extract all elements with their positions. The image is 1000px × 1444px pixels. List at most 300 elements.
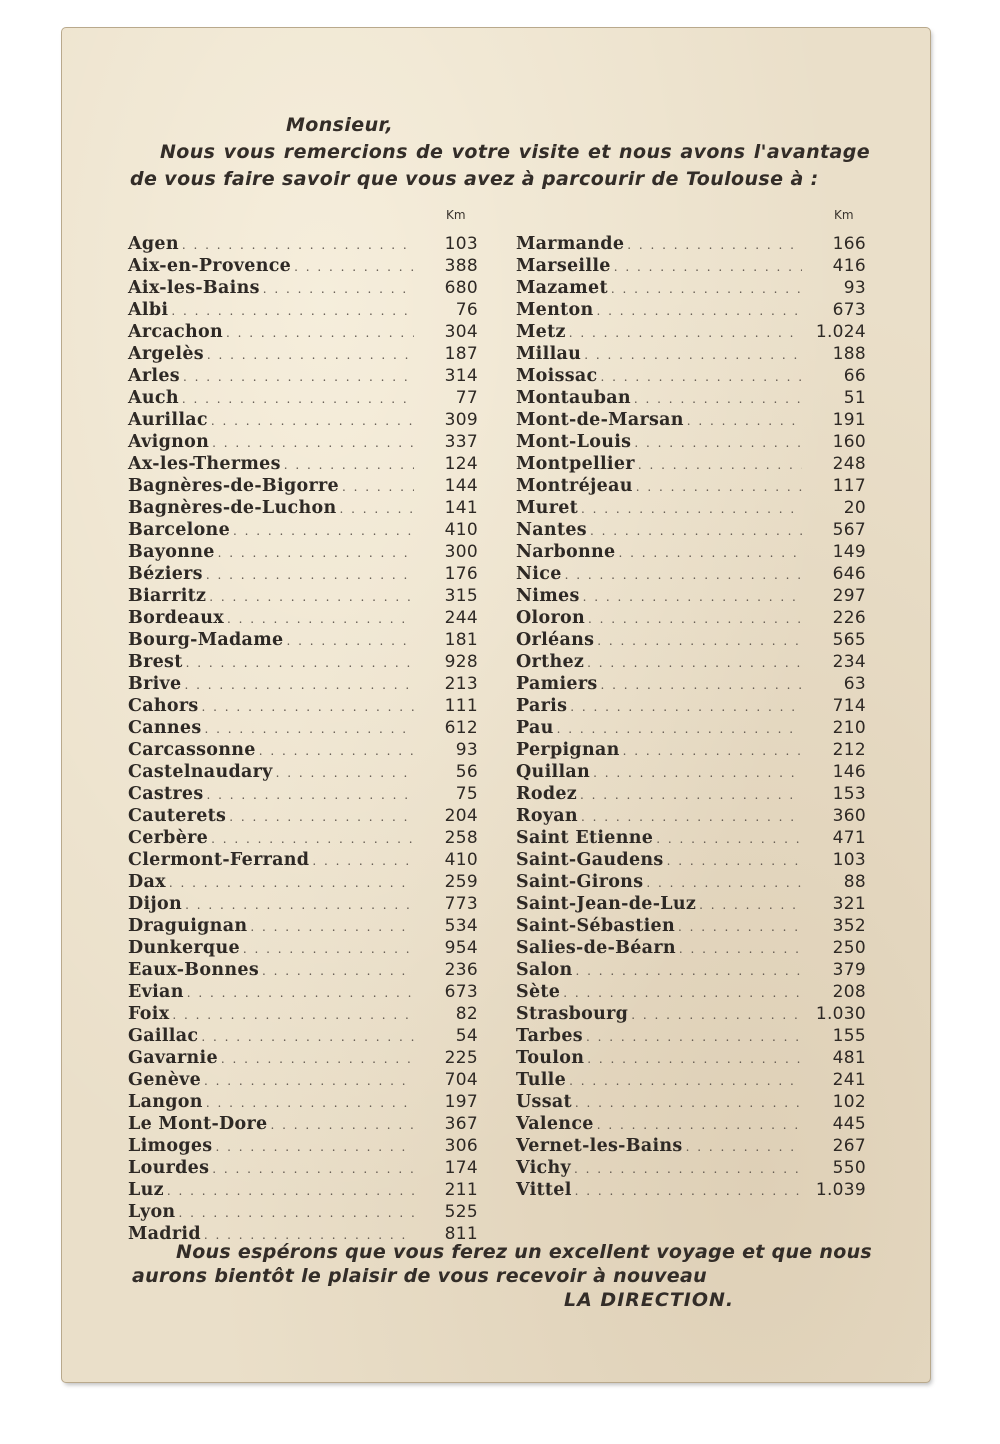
distance-row	[516, 564, 866, 586]
distance-km: 226	[832, 608, 866, 628]
distance-row	[128, 498, 478, 520]
city-name: Genève	[128, 1070, 202, 1090]
distance-km: 51	[843, 388, 866, 408]
dot-leader	[569, 1074, 802, 1088]
city-name: Toulon	[516, 1048, 585, 1068]
distance-row	[516, 234, 866, 256]
city-name: Royan	[516, 806, 578, 826]
dot-leader	[623, 744, 802, 758]
city-name: Aurillac	[128, 410, 208, 430]
dot-leader	[574, 1162, 802, 1176]
dot-leader	[182, 392, 414, 406]
distance-row	[516, 322, 866, 344]
city-name: Arcachon	[128, 322, 223, 342]
distance-km: 153	[832, 784, 866, 804]
dot-leader	[183, 370, 414, 384]
distance-row	[128, 718, 478, 740]
city-name: Mazamet	[516, 278, 608, 298]
distance-km: 300	[444, 542, 478, 562]
dot-leader	[207, 348, 414, 362]
city-name: Dax	[128, 872, 166, 892]
dot-leader	[570, 700, 802, 714]
city-name: Menton	[516, 300, 594, 320]
city-name: Vittel	[516, 1180, 572, 1200]
distance-row	[128, 1026, 478, 1048]
distance-row	[128, 476, 478, 498]
city-name: Madrid	[128, 1224, 201, 1244]
dot-leader	[667, 854, 802, 868]
distance-km: 124	[444, 454, 478, 474]
dot-leader	[575, 1184, 802, 1198]
distance-row	[128, 784, 478, 806]
distance-row	[128, 1048, 478, 1070]
city-name: Pamiers	[516, 674, 598, 694]
distance-km: 297	[832, 586, 866, 606]
city-name: Metz	[516, 322, 566, 342]
dot-leader	[601, 678, 803, 692]
distance-row	[128, 322, 478, 344]
distance-row	[516, 498, 866, 520]
dot-leader	[563, 986, 802, 1000]
distance-km: 204	[444, 806, 478, 826]
distance-row	[516, 586, 866, 608]
distance-km: 680	[444, 278, 478, 298]
distance-row	[516, 960, 866, 982]
distance-km: 673	[832, 300, 866, 320]
city-name: Muret	[516, 498, 579, 518]
distance-row	[128, 278, 478, 300]
distance-km: 141	[444, 498, 478, 518]
distance-km: 117	[832, 476, 866, 496]
distance-km: 367	[444, 1114, 478, 1134]
dot-leader	[587, 1052, 802, 1066]
city-name: Dunkerque	[128, 938, 240, 958]
dot-leader	[597, 1118, 802, 1132]
distance-row	[128, 1136, 478, 1158]
distance-km: 181	[444, 630, 478, 650]
distance-km: 471	[832, 828, 866, 848]
city-name: Sète	[516, 982, 561, 1002]
distance-km: 379	[832, 960, 866, 980]
distance-row	[516, 938, 866, 960]
distance-km: 54	[455, 1026, 478, 1046]
distance-km: 416	[832, 256, 866, 276]
distance-row	[128, 630, 478, 652]
dot-leader	[184, 678, 414, 692]
distance-km: 75	[455, 784, 478, 804]
distance-km: 481	[832, 1048, 866, 1068]
distance-km: 714	[832, 696, 866, 716]
closing-paragraph: Nous espérons que vous ferez un excellent voyage et que nous aurons bientôt le plaisir de vous recevoir à nouveau	[132, 1241, 873, 1287]
dot-leader	[294, 260, 414, 274]
distance-km: 565	[832, 630, 866, 650]
distance-row	[128, 1180, 478, 1202]
city-name: Dijon	[128, 894, 183, 914]
distance-row	[128, 938, 478, 960]
dot-leader	[586, 1030, 802, 1044]
city-name: Agen	[128, 234, 179, 254]
city-name: Vichy	[516, 1158, 571, 1178]
distance-km: 534	[444, 916, 478, 936]
distance-row	[128, 234, 478, 256]
distance-row	[516, 256, 866, 278]
city-name: Castelnaudary	[128, 762, 273, 782]
distance-km: 213	[444, 674, 478, 694]
dot-leader	[206, 1096, 414, 1110]
distance-km: 306	[444, 1136, 478, 1156]
dot-leader	[212, 1162, 414, 1176]
city-name: Albi	[128, 300, 169, 320]
distance-km: 1.030	[815, 1004, 866, 1024]
distance-km: 166	[832, 234, 866, 254]
city-name: Bagnères-de-Bigorre	[128, 476, 339, 496]
distance-km: 93	[843, 278, 866, 298]
dot-leader	[340, 502, 414, 516]
distance-row	[128, 542, 478, 564]
city-name: Orléans	[516, 630, 595, 650]
signature: LA DIRECTION.	[564, 1289, 735, 1311]
dot-leader	[178, 1206, 414, 1220]
distance-row	[516, 850, 866, 872]
distance-km: 103	[444, 234, 478, 254]
city-name: Rodez	[516, 784, 578, 804]
distance-row	[516, 1092, 866, 1114]
dot-leader	[185, 898, 414, 912]
distance-km: 612	[444, 718, 478, 738]
distance-row	[516, 410, 866, 432]
distance-km: 309	[444, 410, 478, 430]
distance-row	[128, 1092, 478, 1114]
dot-leader	[597, 304, 802, 318]
distance-km: 212	[832, 740, 866, 760]
distance-km: 244	[444, 608, 478, 628]
distance-km: 773	[444, 894, 478, 914]
dot-leader	[201, 1030, 414, 1044]
city-name: Gaillac	[128, 1026, 199, 1046]
city-name: Saint-Gaudens	[516, 850, 664, 870]
city-name: Orthez	[516, 652, 585, 672]
distance-row	[128, 1114, 478, 1136]
city-name: Evian	[128, 982, 184, 1002]
dot-leader	[215, 1140, 414, 1154]
distance-row	[128, 872, 478, 894]
distance-row	[516, 718, 866, 740]
city-name: Béziers	[128, 564, 203, 584]
dot-leader	[588, 612, 802, 626]
distance-row	[128, 366, 478, 388]
distance-km: 241	[832, 1070, 866, 1090]
distance-row	[516, 608, 866, 630]
city-name: Saint Etienne	[516, 828, 654, 848]
distance-km: 352	[832, 916, 866, 936]
dot-leader	[186, 656, 414, 670]
city-name: Oloron	[516, 608, 585, 628]
city-name: Cahors	[128, 696, 199, 716]
distance-row	[128, 1158, 478, 1180]
distance-row	[516, 1026, 866, 1048]
dot-leader	[263, 282, 414, 296]
dot-leader	[284, 458, 414, 472]
dot-leader	[226, 326, 414, 340]
city-name: Argelès	[128, 344, 204, 364]
dot-leader	[342, 480, 414, 494]
distance-row	[128, 894, 478, 916]
distance-km: 258	[444, 828, 478, 848]
distance-row	[516, 696, 866, 718]
intro-paragraph: Nous vous remercions de votre visite et nous avons l'avantage de vous faire savoir que vous avez à parcourir de Toulouse à :	[130, 141, 870, 190]
distance-km: 56	[455, 762, 478, 782]
dot-leader	[590, 524, 802, 538]
city-name: Arles	[128, 366, 180, 386]
dot-leader	[209, 590, 414, 604]
distance-km: 146	[832, 762, 866, 782]
distance-row	[516, 872, 866, 894]
city-name: Lyon	[128, 1202, 176, 1222]
dot-leader	[204, 1074, 414, 1088]
distance-km: 93	[455, 740, 478, 760]
city-name: Eaux-Bonnes	[128, 960, 259, 980]
distance-km: 646	[832, 564, 866, 584]
distance-row	[128, 388, 478, 410]
distance-km: 88	[843, 872, 866, 892]
dot-leader	[218, 546, 414, 560]
distance-km: 928	[444, 652, 478, 672]
distance-km: 191	[832, 410, 866, 430]
distance-km: 410	[444, 520, 478, 540]
dot-leader	[182, 238, 414, 252]
dot-leader	[646, 876, 802, 890]
distance-row	[128, 520, 478, 542]
dot-leader	[583, 590, 802, 604]
city-name: Millau	[516, 344, 582, 364]
distance-km: 304	[444, 322, 478, 342]
distance-row	[128, 564, 478, 586]
distance-row	[128, 1070, 478, 1092]
distance-km: 410	[444, 850, 478, 870]
distance-km: 550	[832, 1158, 866, 1178]
distance-km: 250	[832, 938, 866, 958]
city-name: Mont-Louis	[516, 432, 632, 452]
city-name: Luz	[128, 1180, 164, 1200]
distance-km: 388	[444, 256, 478, 276]
dot-leader	[286, 634, 414, 648]
city-name: Paris	[516, 696, 568, 716]
dot-leader	[557, 722, 802, 736]
dot-leader	[171, 304, 414, 318]
distance-km: 704	[444, 1070, 478, 1090]
distance-km: 187	[444, 344, 478, 364]
city-name: Foix	[128, 1004, 170, 1024]
distance-row	[516, 652, 866, 674]
city-name: Tulle	[516, 1070, 567, 1090]
distance-km: 525	[444, 1202, 478, 1222]
city-name: Vernet-les-Bains	[516, 1136, 683, 1156]
distance-km: 103	[832, 850, 866, 870]
distance-card	[62, 28, 930, 1382]
distance-row	[128, 828, 478, 850]
city-name: Marmande	[516, 234, 625, 254]
distance-row	[128, 586, 478, 608]
city-name: Le Mont-Dore	[128, 1114, 268, 1134]
distance-row	[516, 278, 866, 300]
distance-km: 315	[444, 586, 478, 606]
distance-km: 445	[832, 1114, 866, 1134]
dot-leader	[636, 480, 802, 494]
dot-leader	[656, 832, 802, 846]
city-name: Montpellier	[516, 454, 635, 474]
distance-row	[516, 476, 866, 498]
distance-row	[516, 916, 866, 938]
distance-km: 248	[832, 454, 866, 474]
distance-row	[128, 850, 478, 872]
city-name: Tarbes	[516, 1026, 583, 1046]
distance-km: 63	[843, 674, 866, 694]
city-name: Gavarnie	[128, 1048, 218, 1068]
city-name: Montréjeau	[516, 476, 633, 496]
city-name: Bagnères-de-Luchon	[128, 498, 337, 518]
distance-km: 144	[444, 476, 478, 496]
salutation: Monsieur,	[286, 114, 394, 136]
distance-km: 208	[832, 982, 866, 1002]
distance-row	[128, 740, 478, 762]
distance-row	[128, 432, 478, 454]
distance-row	[128, 652, 478, 674]
distance-row	[128, 916, 478, 938]
distance-row	[128, 608, 478, 630]
city-name: Valence	[516, 1114, 594, 1134]
dot-leader	[211, 414, 414, 428]
city-name: Nimes	[516, 586, 580, 606]
distance-km: 160	[832, 432, 866, 452]
city-name: Pau	[516, 718, 554, 738]
dot-leader	[169, 876, 414, 890]
city-name: Brive	[128, 674, 182, 694]
city-name: Aix-les-Bains	[128, 278, 260, 298]
city-name: Montauban	[516, 388, 631, 408]
distance-row	[128, 674, 478, 696]
distance-km: 954	[444, 938, 478, 958]
city-name: Ussat	[516, 1092, 572, 1112]
distance-km: 259	[444, 872, 478, 892]
dot-leader	[569, 326, 802, 340]
distance-row	[516, 1136, 866, 1158]
dot-leader	[678, 920, 802, 934]
city-name: Langon	[128, 1092, 203, 1112]
dot-leader	[207, 788, 414, 802]
distance-row	[516, 1158, 866, 1180]
city-name: Mont-de-Marsan	[516, 410, 684, 430]
city-name: Draguignan	[128, 916, 248, 936]
dot-leader	[581, 810, 802, 824]
city-name: Salies-de-Béarn	[516, 938, 676, 958]
dot-leader	[276, 766, 414, 780]
dot-leader	[627, 238, 802, 252]
city-name: Lourdes	[128, 1158, 210, 1178]
distance-list-left	[128, 234, 478, 1246]
distance-row	[516, 388, 866, 410]
distance-km: 76	[455, 300, 478, 320]
distance-row	[128, 960, 478, 982]
distance-km: 1.039	[815, 1180, 866, 1200]
dot-leader	[593, 766, 802, 780]
distance-row	[128, 300, 478, 322]
distance-km: 197	[444, 1092, 478, 1112]
distance-km: 149	[832, 542, 866, 562]
city-name: Limoges	[128, 1136, 213, 1156]
dot-leader	[631, 1008, 802, 1022]
distance-row	[516, 828, 866, 850]
distance-row	[128, 454, 478, 476]
distance-row	[516, 806, 866, 828]
distance-list-right	[516, 234, 866, 1202]
distance-km: 111	[444, 696, 478, 716]
dot-leader	[580, 788, 802, 802]
distance-row	[516, 520, 866, 542]
intro-text	[130, 112, 870, 193]
distance-km: 82	[455, 1004, 478, 1024]
city-name: Cauterets	[128, 806, 227, 826]
distance-row	[128, 696, 478, 718]
dot-leader	[187, 986, 414, 1000]
km-header-left: Km	[446, 208, 466, 222]
distance-km: 20	[843, 498, 866, 518]
city-name: Narbonne	[516, 542, 616, 562]
dot-leader	[575, 1096, 802, 1110]
dot-leader	[634, 392, 802, 406]
distance-row	[128, 256, 478, 278]
distance-km: 337	[444, 432, 478, 452]
dot-leader	[576, 964, 802, 978]
city-name: Nice	[516, 564, 562, 584]
dot-leader	[167, 1184, 414, 1198]
dot-leader	[202, 700, 414, 714]
distance-row	[516, 454, 866, 476]
dot-leader	[233, 524, 414, 538]
city-name: Brest	[128, 652, 183, 672]
distance-row	[516, 300, 866, 322]
distance-km: 1.024	[815, 322, 866, 342]
distance-km: 314	[444, 366, 478, 386]
dot-leader	[211, 832, 414, 846]
distance-row	[516, 1114, 866, 1136]
distance-row	[128, 762, 478, 784]
dot-leader	[206, 568, 414, 582]
distance-row	[128, 1202, 478, 1224]
dot-leader	[699, 898, 802, 912]
city-name: Bayonne	[128, 542, 215, 562]
city-name: Bourg-Madame	[128, 630, 284, 650]
distance-km: 155	[832, 1026, 866, 1046]
city-name: Barcelone	[128, 520, 231, 540]
city-name: Aix-en-Provence	[128, 256, 292, 276]
distance-km: 188	[832, 344, 866, 364]
city-name: Saint-Sébastien	[516, 916, 675, 936]
dot-leader	[611, 282, 802, 296]
distance-km: 811	[444, 1224, 478, 1244]
distance-row	[516, 432, 866, 454]
km-header-right: Km	[834, 208, 854, 222]
dot-leader	[312, 854, 414, 868]
distance-row	[128, 982, 478, 1004]
distance-row	[516, 1070, 866, 1092]
distance-km: 77	[455, 388, 478, 408]
city-name: Bordeaux	[128, 608, 224, 628]
city-name: Marseille	[516, 256, 611, 276]
city-name: Castres	[128, 784, 204, 804]
distance-row	[516, 630, 866, 652]
distance-row	[516, 344, 866, 366]
dot-leader	[597, 634, 802, 648]
